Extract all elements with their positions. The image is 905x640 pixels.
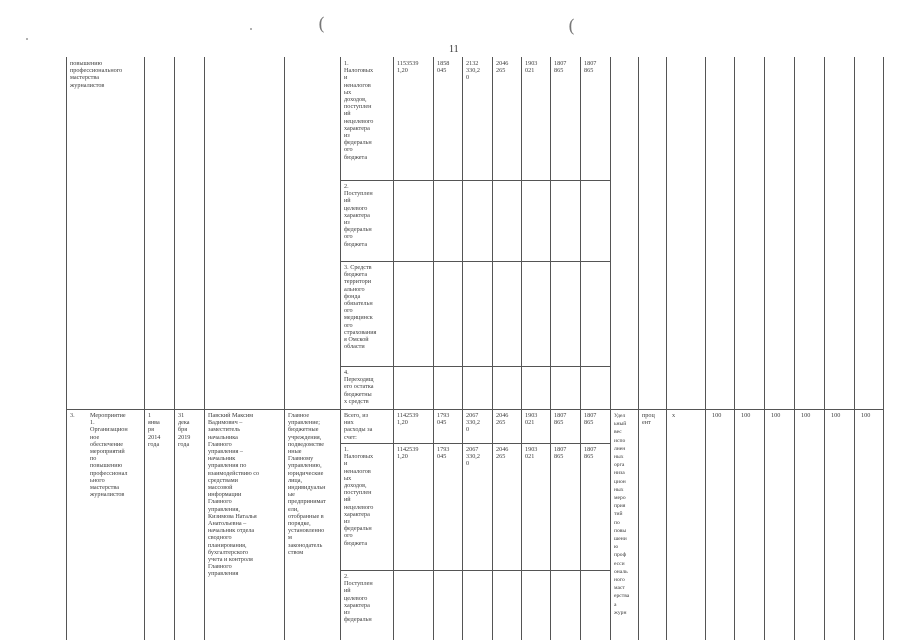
scan-speck <box>26 38 28 40</box>
table-vline <box>550 57 551 640</box>
table-vline <box>883 57 884 640</box>
value-cell: 1807 865 <box>554 412 567 427</box>
target-value: 100 <box>712 412 722 419</box>
value-cell: 2046 265 <box>496 446 509 461</box>
value-cell: 1903 021 <box>525 412 538 427</box>
source-label: 1. Налоговых и неналогов ых доходов, поступлен ий нецелевого характера из федеральн ого бюджета <box>344 60 374 161</box>
target-value: 100 <box>801 412 811 419</box>
table-vline <box>66 57 67 640</box>
indicator-name: Удел ьный вес испо лнен ных орга низа цион ных меро прия тий по повы шени ю проф есси ональ ного маст ерства а журн <box>614 413 630 616</box>
value-cell: 1903 021 <box>525 60 538 75</box>
value-cell: 1142539 1,20 <box>397 446 419 461</box>
source-label: 1. Налоговых и неналогов ых доходов, поступлен ий нецелевого характера из федеральн ого бюджета <box>344 446 374 547</box>
executors: Главное управление; бюджетные учреждения, подведомстве нные Главному управлению, юридические лица, индивидуальн ые предпринимат ели, отобранные в порядке, установленно м законодатель ством <box>288 412 326 556</box>
table-vline <box>734 57 735 640</box>
table-vline <box>824 57 825 640</box>
table-hline <box>340 180 610 181</box>
activity-name: Мероприятие 1. Организацион ное обеспечение мероприятий по повышению профессионал ьного мастерства журналистов <box>90 412 128 499</box>
value-cell: 1807 865 <box>554 60 567 75</box>
source-label: 4. Переходящ его остатка бюджетны х средств <box>344 369 374 405</box>
value-cell: 2067 330,2 0 <box>466 446 480 468</box>
value-cell: 2132 330,2 0 <box>466 60 480 82</box>
value-cell: 1858 045 <box>437 60 450 75</box>
target-value: 100 <box>741 412 751 419</box>
value-cell: 2046 265 <box>496 412 509 427</box>
table-hline <box>340 261 610 262</box>
target-value: 100 <box>861 412 871 419</box>
scan-speck <box>250 28 252 30</box>
table-vline <box>764 57 765 640</box>
target-value: 100 <box>771 412 781 419</box>
table-vline <box>794 57 795 640</box>
table-vline <box>144 57 145 640</box>
table-vline <box>521 57 522 640</box>
activity-name-continued: повышению профессионального мастерства журналистов <box>70 60 123 89</box>
table-vline <box>580 57 581 640</box>
table-vline <box>340 57 341 640</box>
source-label: 2. Поступлен ий целевого характера из федеральн ого бюджета <box>344 183 373 248</box>
page-number: 11 <box>449 44 459 55</box>
table-vline <box>393 57 394 640</box>
value-cell: 1793 045 <box>437 412 450 427</box>
table-hline <box>340 366 610 367</box>
table-vline <box>666 57 667 640</box>
table-vline <box>854 57 855 640</box>
responsible-persons: Павский Максим Вадимович – заместитель начальника Главного управления – начальник управления по взаимодействию со средствами массовой информации Главного управления, Кизимова Наталья Анатольевна – начальник отдела сводного планирования, бухгалтерского учета и контроля Главного управления <box>208 412 260 578</box>
unit: проц ент <box>642 412 655 427</box>
scan-paren-left: ( <box>318 14 326 35</box>
table-vline <box>638 57 639 640</box>
value-cell: 1903 021 <box>525 446 538 461</box>
start-date: 1 янва ря 2014 года <box>148 412 161 448</box>
source-label: 3. Средств бюджета территори ального фонда обязательн ого медицинск ого страхования я Омской области <box>344 264 377 351</box>
total-label: Всего, из них расходы за счет: <box>344 412 373 441</box>
value-cell: 1142539 1,20 <box>397 412 419 427</box>
end-date: 31 дека бря 2019 года <box>178 412 191 448</box>
table-hline <box>66 409 883 410</box>
value-cell: 2067 330,2 0 <box>466 412 480 434</box>
table-vline <box>204 57 205 640</box>
value-cell: 1807 865 <box>584 446 597 461</box>
base-mark: х <box>672 412 676 419</box>
source-label: 2. Поступлен ий целевого характера из федеральн <box>344 573 373 624</box>
table-vline <box>610 57 611 640</box>
table-vline <box>462 57 463 640</box>
table-vline <box>433 57 434 640</box>
table-hline <box>340 570 610 571</box>
table-hline <box>340 443 610 444</box>
value-cell: 1153539 1,20 <box>397 60 419 75</box>
table-vline <box>705 57 706 640</box>
value-cell: 1793 045 <box>437 446 450 461</box>
table-vline <box>284 57 285 640</box>
row-number: 3. <box>70 412 75 419</box>
value-cell: 1807 865 <box>584 60 597 75</box>
value-cell: 1807 865 <box>584 412 597 427</box>
value-cell: 2046 265 <box>496 60 509 75</box>
scan-paren-right: ( <box>568 16 576 37</box>
table-vline <box>492 57 493 640</box>
target-value: 100 <box>831 412 841 419</box>
value-cell: 1807 865 <box>554 446 567 461</box>
table-vline <box>174 57 175 640</box>
